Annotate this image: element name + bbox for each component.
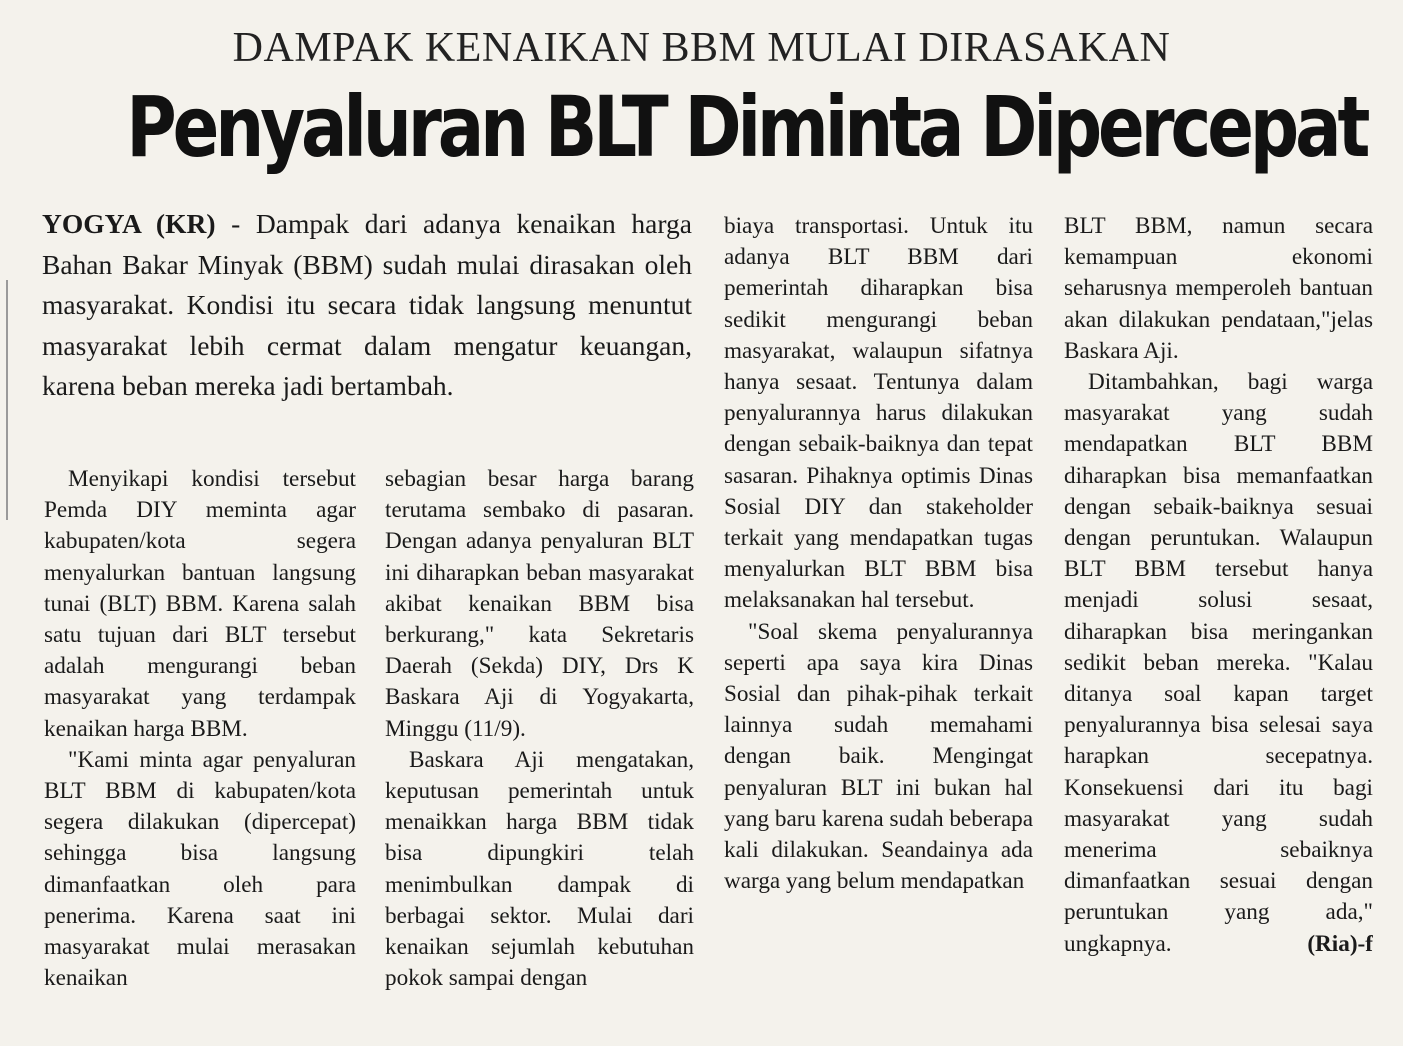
column-4-paragraph-1: BLT BBM, namun secara kemampuan ekonomi seharusnya memperoleh bantuan akan dilakukan pendataan,"jelas Baskara Aji. (1064, 213, 1373, 364)
column-1-paragraph-2: "Kami minta agar penyaluran BLT BBM di kabupaten/kota segera dilakukan (dipercepat) sehingga bisa langsung dimanfaatkan oleh para penerima. Karena saat ini masyarakat mulai merasakan kenaikan (44, 746, 356, 992)
column-3-paragraph-2: "Soal skema penyalurannya seperti apa saya kira Dinas Sosial dan pihak-pihak terkait lainnya sudah memahami dengan baik. Mengingat penyaluran BLT ini bukan hal yang baru karena sudah beberapa kali dilakukan. Seandainya ada warga yang belum mendapatkan (724, 618, 1033, 895)
scan-edge-mark (6, 280, 8, 520)
article-column-1 (44, 464, 356, 1036)
article-kicker: DAMPAK KENAIKAN BBM MULAI DIRASAKAN (232, 25, 1171, 71)
column-1-paragraph-1: Menyikapi kondisi tersebut Pemda DIY meminta agar kabupaten/kota segera menyalurkan bantuan langsung tunai (BLT) BBM. Karena salah satu tujuan dari BLT tersebut adalah mengurangi beban masyarakat yang terdampak kenaikan harga BBM. (44, 466, 356, 742)
article-dateline: YOGYA (KR) (42, 208, 216, 239)
column-2-paragraph-2: Baskara Aji mengatakan, keputusan pemerintah untuk menaikkan harga BBM tidak bisa dipungkiri telah menimbulkan dampak di berbagai sektor. Mulai dari kenaikan sejumlah kebutuhan pokok sampai dengan (385, 746, 694, 992)
column-4-paragraph-2-text: Ditambahkan, bagi warga masyarakat yang sudah mendapatkan BLT BBM diharapkan bisa memanfaatkan dengan sebaik-baiknya sesuai dengan peruntukan. Walaupun BLT BBM tersebut hanya menjadi solusi sesaat, diharapkan bisa meringankan sedikit beban mereka. "Kalau ditanya soal kapan target penyalurannya bisa selesai saya harapkan secepatnya. Konsekuensi dari itu bagi masyarakat yang sudah menerima sebaiknya dimanfaatkan sesuai dengan peruntukan yang ada," ungkapnya. (1064, 369, 1373, 957)
article-byline: (Ria)-f (1307, 930, 1373, 957)
article-headline: Penyaluran BLT Diminta Dipercepat (126, 78, 1367, 176)
article-column-3 (724, 211, 1033, 1039)
column-3-paragraph-1: biaya transportasi. Untuk itu adanya BLT BBM dari pemerintah diharapkan bisa sedikit mengurangi beban masyarakat, walaupun sifatnya hanya sesaat. Tentunya dalam penyalurannya harus dilakukan dengan sebaik-baiknya dan tepat sasaran. Pihaknya optimis Dinas Sosial DIY dan stakeholder terkait yang mendapatkan tugas menyalurkan BLT BBM bisa melaksanakan hal tersebut. (724, 213, 1033, 614)
article-lead (42, 204, 692, 407)
article-lead-text: - Dampak dari adanya kenaikan harga Bahan Bakar Minyak (BBM) sudah mulai dirasakan oleh masyarakat. Kondisi itu secara tidak langsung menuntut masyarakat lebih cermat dalam mengatur keuangan, karena beban mereka jadi bertambah. (42, 208, 692, 401)
column-2-paragraph-1: sebagian besar harga barang terutama sembako di pasaran. Dengan adanya penyaluran BLT ini diharapkan beban masyarakat akibat kenaikan BBM bisa berkurang," kata Sekretaris Daerah (Sekda) DIY, Drs K Baskara Aji di Yogyakarta, Minggu (11/9). (385, 466, 694, 742)
article-column-2 (385, 464, 694, 1036)
article-column-4 (1064, 211, 1373, 1039)
column-4-paragraph-2 (1064, 367, 1373, 960)
